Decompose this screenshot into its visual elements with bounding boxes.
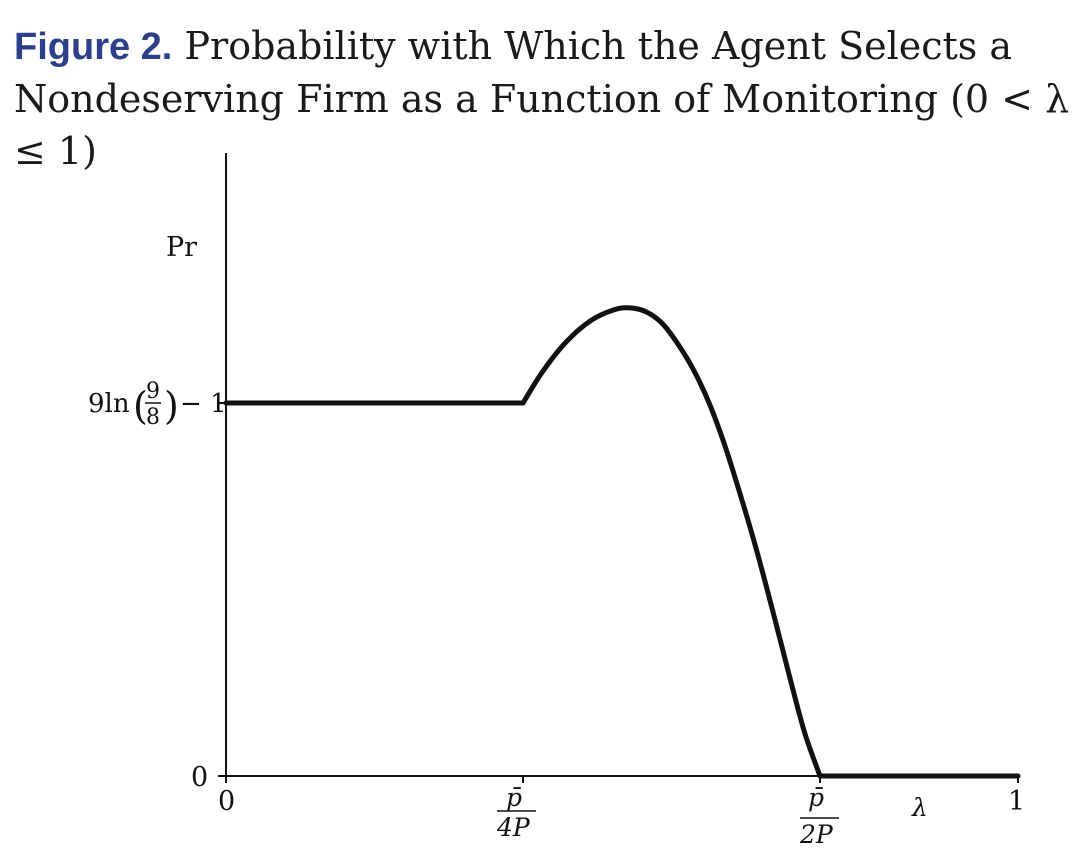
y-tick-label-1-close-paren: )	[164, 384, 179, 428]
data-curve	[226, 308, 1018, 776]
y-tick-label-1-prefix: 9ln	[88, 389, 130, 419]
y-tick-label-1-suffix: − 1	[180, 389, 227, 419]
x-axis-label: λ	[912, 793, 928, 822]
y-tick-label-0: 0	[191, 762, 209, 793]
y-axis-label: Pr	[166, 232, 198, 263]
x-tick-label-p-over-2P-numerator: p̄	[808, 783, 825, 812]
y-tick-label-1	[88, 379, 227, 430]
y-tick-label-1-open-paren: (	[133, 384, 148, 428]
y-tick-label-1-denominator: 8	[146, 405, 160, 430]
x-tick-label-p-over-4P-numerator: p̄	[506, 783, 523, 812]
x-tick-label-p-over-2P	[799, 783, 839, 849]
figure-label: Figure 2.	[14, 26, 173, 68]
title-line-2: Nondeserving Firm as a Function of Monitoring (0 < λ ≤ 1)	[14, 77, 1070, 173]
x-tick-label-1: 1	[1008, 786, 1026, 817]
x-tick-label-p-over-4P	[496, 783, 536, 842]
y-tick-label-1-numerator: 9	[146, 379, 160, 404]
x-tick-label-p-over-2P-denominator: 2P	[800, 820, 833, 849]
title-line-1: Probability with Which the Agent Selects a	[184, 24, 1013, 68]
x-tick-label-p-over-4P-denominator: 4P	[497, 813, 530, 842]
x-tick-label-0: 0	[218, 786, 236, 817]
